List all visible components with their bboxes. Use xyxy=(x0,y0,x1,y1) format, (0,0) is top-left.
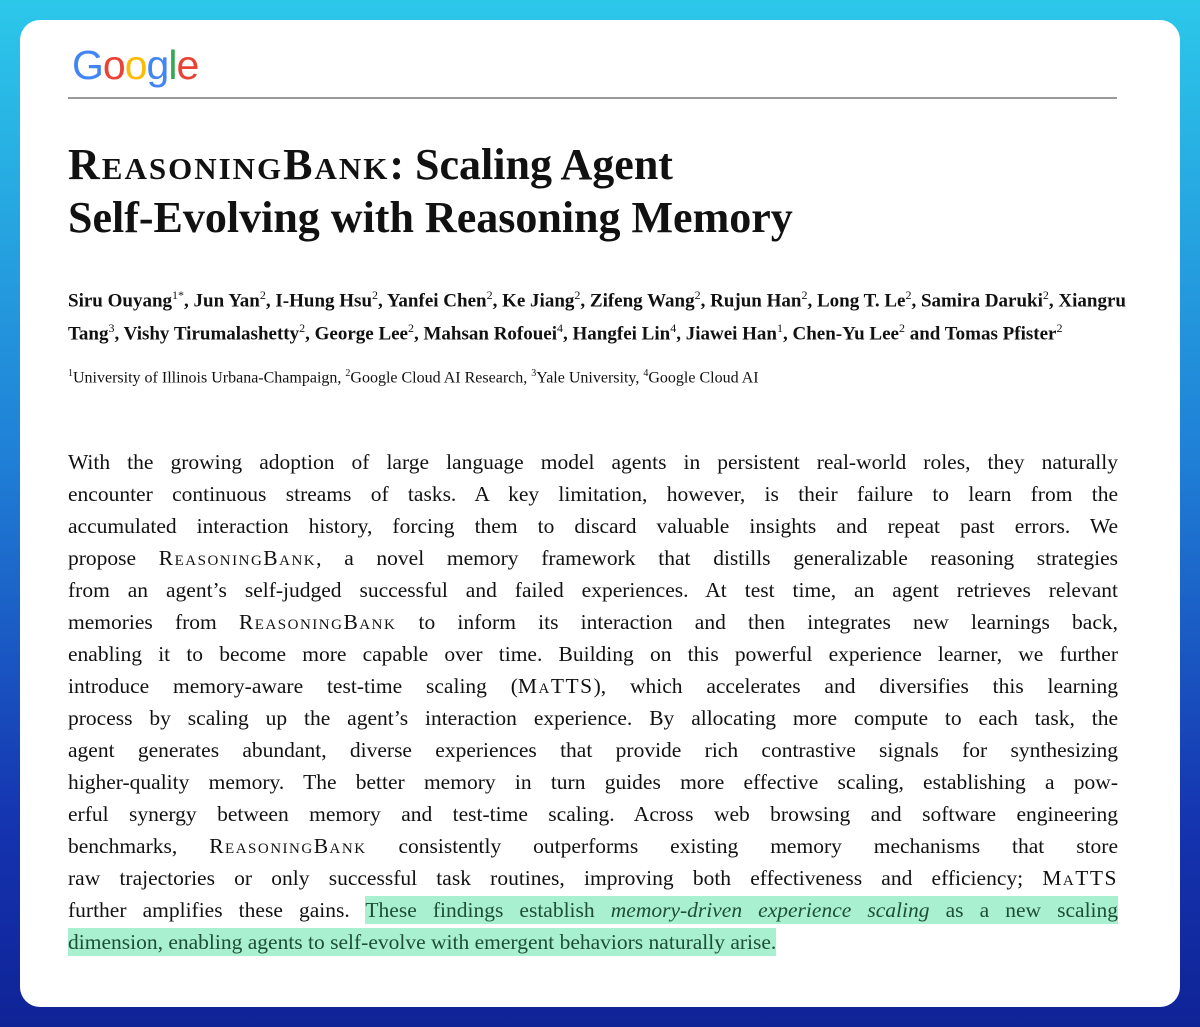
abstract-line xyxy=(68,734,1118,766)
abstract-text: encounter continuous streams of tasks. A key limitation, however, is their failure to learn from the xyxy=(68,482,1118,506)
affiliation-name: Yale University xyxy=(536,369,636,387)
logo-letter: l xyxy=(168,42,177,88)
title-system-name: ReasoningBank xyxy=(68,140,390,189)
author-name: Samira Daruki xyxy=(920,290,1043,312)
abstract-text: to inform its interaction and then integrates new learnings back, xyxy=(396,610,1118,634)
abstract-text: enabling it to become more capable over time. Building on this powerful experience learner, we further xyxy=(68,642,1118,666)
author-name: Yanfei Chen xyxy=(386,290,487,312)
affiliation-name: University of Illinois Urbana-Champaign xyxy=(73,369,338,387)
affiliation-name: Google Cloud AI xyxy=(648,369,759,387)
highlighted-text: dimension, enabling agents to self-evolve with emergent behaviors naturally arise. xyxy=(68,930,777,954)
logo-letter: e xyxy=(176,42,199,88)
title-line1: : Scaling Agent xyxy=(389,140,673,189)
system-name: MaTTS xyxy=(517,674,594,698)
abstract-text: With the growing adoption of large language model agents in persistent real-world roles, they naturally xyxy=(68,450,1118,474)
author-name: Long T. Le xyxy=(816,290,906,312)
abstract-line xyxy=(68,478,1118,510)
author-name: Ke Jiang xyxy=(502,290,575,312)
author-name: Jiawei Han xyxy=(685,323,777,345)
abstract-text: memories from xyxy=(68,610,239,634)
author-affiliation-mark: 1* xyxy=(172,288,185,302)
abstract-text: further amplifies these gains. xyxy=(68,898,366,922)
google-logo xyxy=(72,42,198,89)
abstract-line xyxy=(68,926,1118,958)
author-affiliation-mark: 2 xyxy=(694,288,701,302)
abstract-line xyxy=(68,670,1118,702)
author-name: Zifeng Wang xyxy=(589,290,695,312)
abstract-line xyxy=(68,574,1118,606)
abstract-line xyxy=(68,766,1118,798)
author-name: Mahsan Rofouei xyxy=(423,323,558,345)
logo-letter: o xyxy=(102,42,125,88)
logo-letter: G xyxy=(72,42,103,88)
abstract-text: benchmarks, xyxy=(68,834,210,858)
affiliation-mark: 1 xyxy=(68,368,73,379)
abstract-line xyxy=(68,798,1118,830)
author-affiliation-mark: 2 xyxy=(372,288,379,302)
logo-letter: o xyxy=(124,42,147,88)
author-affiliation-mark: 2 xyxy=(259,288,266,302)
affiliation-name: Google Cloud AI Research xyxy=(350,369,524,387)
author-affiliation-mark: 3 xyxy=(108,320,115,335)
abstract-text: raw trajectories or only successful task routines, improving both effectiveness and efficiency; xyxy=(68,866,1043,890)
highlighted-text: These findings establish xyxy=(365,898,611,922)
abstract-line xyxy=(68,862,1118,894)
highlighted-text: as a new scaling xyxy=(929,898,1119,922)
paper-title xyxy=(68,138,793,244)
abstract-text: , a novel memory framework that distills generalizable reasoning strategies xyxy=(316,546,1118,570)
author-name: Jun Yan xyxy=(193,290,260,312)
abstract-text: consistently outperforms existing memory mechanisms that store xyxy=(366,834,1118,858)
abstract-line xyxy=(68,894,1118,926)
author-name: Tomas Pfister xyxy=(944,323,1057,345)
highlighted-text: memory-driven experience scaling xyxy=(610,898,930,922)
abstract-text: accumulated interaction history, forcing them to discard valuable insights and repeat past errors. We xyxy=(68,514,1118,538)
author-affiliation-mark: 2 xyxy=(299,320,306,335)
author-affiliation-mark: 2 xyxy=(1042,288,1049,302)
abstract-text: introduce memory-aware test-time scaling ( xyxy=(68,674,518,698)
author-affiliation-mark: 2 xyxy=(407,320,414,335)
author-list: Siru Ouyang$^{1*}$, Jun Yan$^2$, I-Hung Hsu$^2$, Yanfei Chen$^2$, Ke Jiang$^2$, Zifeng Wang$^2$, Rujun Han$^2$, Long T. Le$^2$, Samira Daruki$^2$, Xiangru Tang$^3$, Vishy Tirumalashetty$^2$, George Lee$^2$, Mahsan Rofouei$^4$, Hangfei Lin$^4$, Jiawei Han$^1$, Chen-Yu Lee$^2$ and Tomas Pfister$^2$ xyxy=(68,288,1126,345)
system-name: ReasoningBank xyxy=(238,610,397,634)
logo-letter: g xyxy=(146,42,169,88)
author-affiliation-mark: 1 xyxy=(777,320,783,335)
author-name: Hangfei Lin xyxy=(572,323,671,345)
abstract-line xyxy=(68,446,1118,478)
abstract xyxy=(68,446,1118,958)
abstract-line xyxy=(68,510,1118,542)
abstract-text: from an agent’s self-judged successful and failed experiences. At test time, an agent retrieves relevant xyxy=(68,578,1118,602)
abstract-line xyxy=(68,830,1118,862)
header-divider xyxy=(68,97,1117,99)
author-affiliation-mark: 4 xyxy=(670,320,677,335)
system-name: ReasoningBank xyxy=(158,546,317,570)
author-name: Vishy Tirumalashetty xyxy=(123,323,300,345)
abstract-line xyxy=(68,542,1118,574)
title-line2: Self-Evolving with Reasoning Memory xyxy=(68,193,793,242)
author-affiliation-mark: 2 xyxy=(574,288,581,302)
abstract-text: erful synergy between memory and test-time scaling. Across web browsing and software engineering xyxy=(68,802,1118,826)
abstract-text: process by scaling up the agent’s interaction experience. By allocating more compute to each task, the xyxy=(68,706,1118,730)
author-affiliation-mark: 4 xyxy=(557,320,564,335)
affiliations: $^1$University of Illinois Urbana-Champaign, $^2$Google Cloud AI Research, $^3$Yale University, $^4$Google Cloud AI xyxy=(68,368,759,387)
author-affiliation-mark: 2 xyxy=(486,288,493,302)
author-name: Chen-Yu Lee xyxy=(792,323,899,345)
author-name: Xiangru Tang xyxy=(68,290,1126,345)
system-name: MaTTS xyxy=(1042,866,1118,890)
author-affiliation-mark: 2 xyxy=(905,288,912,302)
abstract-text: agent generates abundant, diverse experiences that provide rich contrastive signals for synthesizing xyxy=(68,738,1118,762)
author-affiliation-mark: 2 xyxy=(1056,320,1063,335)
affiliation-mark: 3 xyxy=(531,368,537,379)
author-name: Rujun Han xyxy=(710,290,802,312)
abstract-text: ), which accelerates and diversifies this learning xyxy=(593,674,1118,698)
affiliation-mark: 4 xyxy=(643,368,649,379)
abstract-line xyxy=(68,606,1118,638)
abstract-text: higher-quality memory. The better memory in turn guides more effective scaling, establishing a pow- xyxy=(68,770,1118,794)
system-name: ReasoningBank xyxy=(209,834,367,858)
author-affiliation-mark: 2 xyxy=(898,320,905,335)
author-name: I-Hung Hsu xyxy=(275,290,373,312)
author-affiliation-mark: 2 xyxy=(801,288,808,302)
author-name: George Lee xyxy=(314,323,408,345)
affiliation-mark: 2 xyxy=(345,368,351,379)
abstract-line xyxy=(68,702,1118,734)
abstract-text: propose xyxy=(68,546,159,570)
abstract-line xyxy=(68,638,1118,670)
paper-card xyxy=(20,20,1180,1007)
author-name: Siru Ouyang xyxy=(68,290,173,312)
